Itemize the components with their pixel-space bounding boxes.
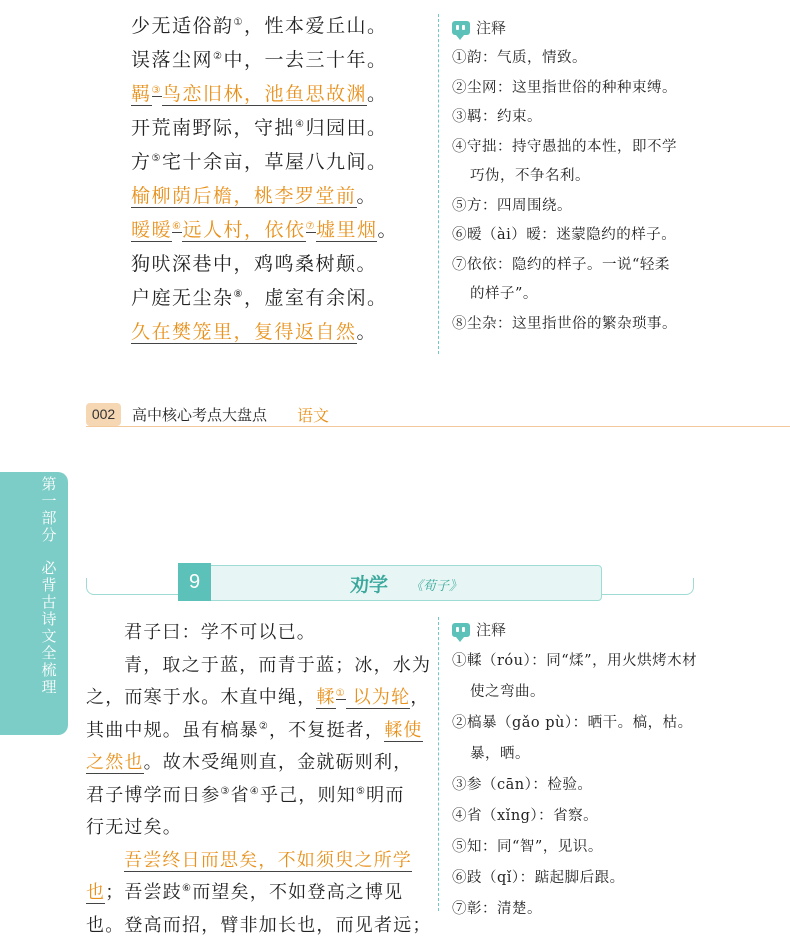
text-segment: 墟里烟: [315, 219, 378, 241]
text-line: [86, 719, 423, 743]
text-segment: 方: [131, 151, 152, 173]
note-item: ②尘网：这里指世俗的种种束缚。: [452, 79, 677, 96]
footer-rule: [86, 426, 790, 427]
footnote-marker: ⑥: [172, 221, 183, 232]
side-tab-section: 必背古诗文全梳理: [41, 560, 57, 696]
footnote-marker: ②: [213, 51, 224, 62]
note-item: 的样子”。: [470, 286, 538, 302]
footnote-marker: ④: [249, 785, 260, 797]
text-line: [131, 48, 388, 72]
text-segment: 鸟恋旧林，池鱼思故渊: [161, 83, 367, 105]
text-segment: 归园田。: [305, 117, 388, 139]
notes-icon-bottom: [452, 623, 470, 637]
text-line: [86, 914, 432, 938]
note-item: ⑤知：同“智”，见识。: [452, 839, 603, 855]
footnote-marker: ③: [220, 785, 231, 797]
text-segment: 宅十余亩，草屋八九间。: [161, 151, 388, 173]
note-item: ⑧尘杂：这里指世俗的繁杂琐事。: [452, 315, 677, 332]
text-segment: 君子曰：学不可以已。: [124, 622, 316, 643]
text-segment: 。故木受绳则直，金就砺则利，: [143, 752, 413, 773]
note-item: 使之弯曲。: [470, 684, 545, 700]
book-title: 高中核心考点大盘点: [132, 407, 268, 424]
text-line: [124, 654, 431, 678]
note-item: 巧伪，不争名利。: [470, 168, 590, 184]
text-segment: 其曲中规。虽有槁暴: [86, 719, 259, 741]
footnote-marker: ③: [151, 85, 162, 96]
section-title: 劝学: [350, 575, 389, 596]
text-line: [131, 320, 377, 344]
note-item: ①韵：气质，情致。: [452, 50, 587, 66]
text-line: [124, 621, 316, 645]
text-segment: 之然也: [86, 752, 144, 773]
notes-header-bottom: 注释: [476, 621, 507, 639]
text-segment: 明而: [366, 784, 405, 806]
text-segment: 乎己，则知: [259, 784, 356, 806]
text-line: [131, 150, 388, 174]
text-segment: 輮: [316, 687, 336, 708]
text-segment: ；吾尝跂: [105, 882, 183, 903]
text-segment: 行无过矣。: [86, 817, 182, 838]
text-segment: 輮使: [384, 719, 423, 741]
text-segment: 。: [377, 219, 398, 241]
note-item: 暴，晒。: [470, 746, 530, 762]
side-tab-part: 第一部分: [41, 476, 57, 544]
text-line: [124, 849, 412, 873]
text-line: [131, 116, 388, 140]
text-segment: 也。登高而招，臂非加长也，而见者远；: [86, 914, 432, 936]
footnote-marker: ⑧: [233, 289, 244, 300]
note-item: ④守拙：持守愚拙的本性，即不学: [452, 138, 677, 155]
text-segment: 也: [86, 882, 106, 903]
text-segment: 吾尝终日而思矣，不如须臾之所学: [124, 849, 412, 871]
note-item: ②槁暴（gǎo pù）：晒干。槁，枯。: [452, 715, 693, 731]
text-segment: 。: [356, 185, 378, 207]
text-segment: 榆柳荫后檐，桃李罗堂前: [131, 185, 357, 207]
footnote-marker: ⑦: [305, 221, 316, 232]
text-segment: ，: [410, 687, 430, 708]
text-line: [86, 686, 430, 710]
text-segment: 之，而寒于水。木直中绳，: [86, 687, 317, 708]
text-segment: 而望矣，不如登高之博见: [192, 882, 404, 903]
text-segment: 误落尘网: [131, 49, 214, 71]
text-segment: 开荒南野际，守拙: [131, 117, 296, 139]
note-item: ①輮（róu）：同“煣”，用火烘烤木材: [452, 653, 698, 669]
footnote-marker: ⑥: [182, 883, 193, 894]
text-line: [86, 881, 403, 905]
text-segment: 中，一去三十年。: [223, 49, 388, 71]
text-segment: 少无适俗韵: [131, 15, 234, 37]
footnote-marker: ⑤: [151, 153, 162, 164]
text-segment: 青，取之于蓝，而青于蓝；冰，水为: [124, 654, 432, 676]
divider-top: [438, 14, 439, 354]
note-item: ④省（xǐng）：省察。: [452, 808, 599, 824]
text-segment: ，不复挺者，: [268, 719, 385, 741]
text-segment: 久在樊笼里，复得返自然: [131, 321, 357, 343]
text-segment: 。: [367, 83, 388, 105]
note-item: ⑦依依：隐约的样子。一说“轻柔: [452, 256, 670, 273]
section-author: 《荀子》: [410, 579, 463, 594]
footnote-marker: ①: [335, 688, 346, 699]
notes-header-top: 注释: [476, 19, 507, 37]
text-line: [131, 286, 388, 310]
text-line: [131, 252, 377, 276]
text-segment: 狗吠深巷中，鸡鸣桑树颠。: [131, 253, 378, 275]
text-line: [131, 184, 377, 208]
footnote-marker: ⑤: [355, 785, 367, 797]
section-number: 9: [178, 563, 211, 601]
section-banner: [178, 565, 602, 601]
text-line: [86, 784, 405, 808]
subject-label: 语文: [297, 408, 330, 425]
text-segment: 羁: [131, 83, 152, 105]
text-segment: 户庭无尘杂: [131, 287, 234, 309]
text-segment: 。: [356, 321, 378, 343]
side-tab: [0, 472, 68, 735]
text-segment: ，性本爱丘山。: [243, 15, 388, 37]
page-number: 002: [86, 403, 121, 426]
text-line: [86, 816, 182, 840]
footnote-marker: ②: [258, 720, 269, 732]
text-segment: 省: [230, 784, 250, 806]
text-segment: 暧暧: [131, 219, 173, 241]
note-item: ⑥跂（qǐ）：踮起脚后跟。: [452, 870, 625, 886]
note-item: ③羁：约束。: [452, 109, 542, 125]
note-item: ③参（cān）：检验。: [452, 777, 593, 793]
text-segment: 远人村，依依: [182, 219, 306, 241]
text-line: [131, 218, 398, 242]
note-item: ⑥暧（ài）暧：迷蒙隐约的样子。: [452, 227, 677, 243]
text-line: [86, 751, 412, 775]
text-segment: 以为轮: [345, 687, 411, 708]
notes-icon-top: [452, 21, 470, 35]
text-line: [131, 14, 388, 38]
divider-bottom: [438, 617, 439, 911]
text-line: [131, 82, 388, 106]
text-segment: 君子博学而日参: [86, 784, 221, 806]
note-item: ⑦彰：清楚。: [452, 901, 542, 917]
footnote-marker: ①: [233, 17, 244, 28]
text-segment: ，虚室有余闲。: [243, 287, 388, 309]
note-item: ⑤方：四周围绕。: [452, 197, 572, 214]
footnote-marker: ④: [295, 119, 306, 130]
